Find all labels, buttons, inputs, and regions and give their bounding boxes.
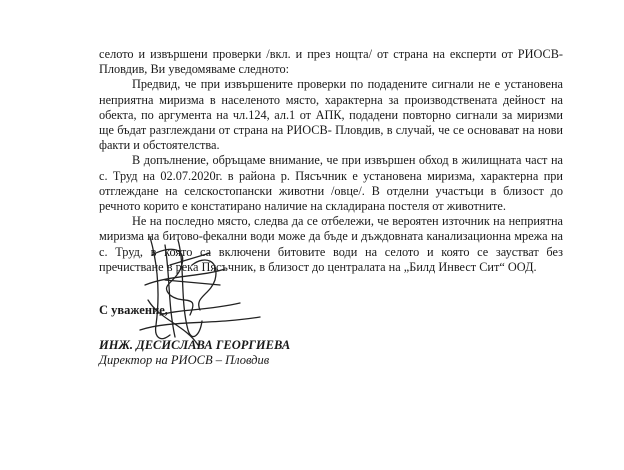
letter-paragraph-3: В допълнение, обръщаме внимание, че при извършен обход в жилищната част на с. Труд на 02.07.2020г. в района р. Пясъчник е установена миризма, характерна при отглеждане на селскостопански животни /овце/. В отделни участъци в близост до речното корито е констатирано наличие на складирана постеля от животните.: [99, 153, 563, 214]
signatory-name: ИНЖ. ДЕСИСЛАВА ГЕОРГИЕВА: [99, 338, 291, 352]
letter-paragraph-1: селото и извършени проверки /вкл. и през нощта/ от страна на експерти от РИОСВ- Пловдив, Ви уведомяваме следното:: [99, 47, 563, 77]
closing-salutation: С уважение,: [99, 303, 168, 317]
handwritten-signature-icon: [130, 225, 270, 355]
letter-paragraph-4: Не на последно място, следва да се отбележи, че вероятен източник на неприятна миризма на битово-фекални води може да бъде и дъждовната канализационна мрежа на с. Труд, в която са включени битовите води на селото и която се заустват без пречистване в река Пясъчник, в близост до централата на „Билд Инвест Сит“ ООД.: [99, 214, 563, 274]
signatory-title: Директор на РИОСВ – Пловдив: [99, 353, 270, 367]
letter-paragraph-2: Предвид, че при извършените проверки по подадените сигнали не е установена неприятна миризма в населеното място, характерна за производствената дейност на обекта, по аргумента на чл.124, ал.1 от АПК, подадени повторно сигнали за миризми ще бъдат разглеждани от страна на РИОСВ- Пловдив, в случай, че се основават на нови факти и обстоятелства.: [99, 77, 563, 153]
